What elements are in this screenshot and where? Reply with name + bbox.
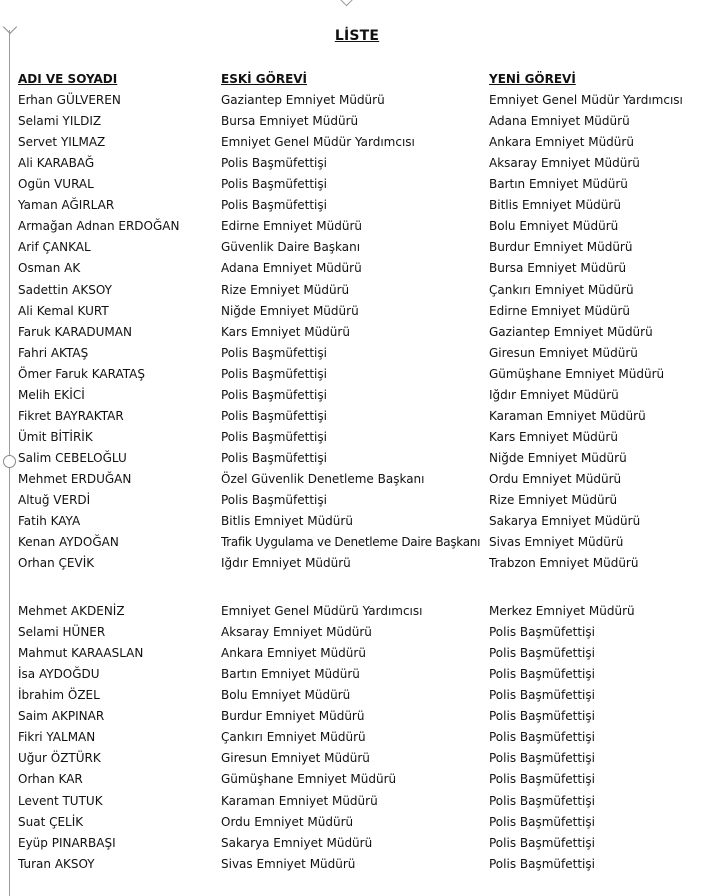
table-row [0, 427, 714, 447]
old-position: Polis Başmüfettişi [221, 450, 327, 465]
table-row [0, 706, 714, 726]
new-position: Sakarya Emniyet Müdürü [489, 514, 641, 528]
table-row [0, 385, 714, 405]
person-name: Turan AKSOY [18, 856, 95, 871]
table-row [0, 364, 714, 384]
old-position: Polis Başmüfettişi [221, 408, 327, 423]
new-position: Polis Başmüfettişi [489, 814, 595, 829]
new-position: Ordu Emniyet Müdürü [489, 471, 622, 486]
table-row [0, 469, 714, 489]
new-position: Sivas Emniyet Müdürü [489, 535, 624, 549]
old-position: Trafik Uygulama ve Denetleme Daire Başkanı [221, 535, 481, 549]
person-name: Mahmut KARAASLAN [18, 646, 144, 661]
table-row [0, 553, 714, 573]
table-row [0, 153, 714, 173]
person-name: Yaman AĞIRLAR [18, 198, 115, 213]
old-position: Polis Başmüfettişi [221, 366, 327, 381]
person-name: Altuğ VERDİ [18, 492, 91, 507]
table-row [0, 280, 714, 300]
old-position: Ordu Emniyet Müdürü [221, 814, 354, 829]
old-position: Polis Başmüfettişi [221, 345, 327, 360]
old-position: Iğdır Emniyet Müdürü [221, 556, 351, 571]
old-position: Ankara Emniyet Müdürü [221, 646, 366, 661]
person-name: Fikret BAYRAKTAR [18, 408, 124, 423]
new-position: Polis Başmüfettişi [489, 688, 595, 703]
new-position: Polis Başmüfettişi [489, 793, 595, 808]
new-position: Kars Emniyet Müdürü [489, 429, 618, 444]
old-position: Bartın Emniyet Müdürü [221, 667, 360, 682]
person-name: Salim CEBELOĞLU [18, 450, 127, 465]
person-name: Kenan AYDOĞAN [18, 535, 119, 549]
table-row [0, 90, 714, 110]
header-old-position: ESKİ GÖREVİ [221, 72, 308, 86]
old-position: Bitlis Emniyet Müdürü [221, 514, 353, 528]
old-position: Aksaray Emniyet Müdürü [221, 625, 372, 639]
new-position: Adana Emniyet Müdürü [489, 114, 630, 128]
table-row [0, 511, 714, 531]
old-position: Sivas Emniyet Müdürü [221, 856, 356, 871]
new-position: Giresun Emniyet Müdürü [489, 345, 638, 360]
old-position: Polis Başmüfettişi [221, 429, 327, 444]
new-position: Niğde Emniyet Müdürü [489, 450, 627, 465]
header-new-position: YENİ GÖREVİ [489, 72, 576, 86]
old-position: Güvenlik Daire Başkanı [221, 240, 361, 255]
document-title: LİSTE [334, 28, 380, 44]
old-position: Giresun Emniyet Müdürü [221, 751, 370, 766]
table-row [0, 622, 714, 642]
new-position: Bursa Emniyet Müdürü [489, 261, 627, 276]
old-position: Gaziantep Emniyet Müdürü [221, 93, 385, 107]
table-row [0, 343, 714, 363]
person-name: Selami HÜNER [18, 625, 106, 639]
table-row [0, 685, 714, 705]
new-position: Polis Başmüfettişi [489, 835, 595, 850]
person-name: Ogün VURAL [18, 177, 94, 192]
old-position: Adana Emniyet Müdürü [221, 261, 362, 276]
new-position: Bolu Emniyet Müdürü [489, 219, 619, 234]
old-position: Bolu Emniyet Müdürü [221, 688, 351, 703]
table-row [0, 791, 714, 811]
table-row [0, 258, 714, 278]
person-name: Erhan GÜLVEREN [18, 93, 121, 107]
old-position: Polis Başmüfettişi [221, 492, 327, 507]
person-name: Orhan ÇEVİK [18, 556, 95, 571]
old-position: Bursa Emniyet Müdürü [221, 114, 359, 128]
table-row [0, 833, 714, 853]
old-position: Polis Başmüfettişi [221, 387, 327, 402]
old-position: Burdur Emniyet Müdürü [221, 709, 365, 724]
table-header [0, 69, 714, 89]
old-position: Niğde Emniyet Müdürü [221, 303, 359, 318]
table-row [0, 237, 714, 257]
table-row [0, 748, 714, 768]
old-position: Polis Başmüfettişi [221, 177, 327, 192]
table-row [0, 448, 714, 468]
fold-mark-icon [339, 0, 355, 14]
table-row [0, 727, 714, 747]
old-position: Edirne Emniyet Müdürü [221, 219, 362, 234]
person-name: Eyüp PINARBAŞI [18, 835, 116, 850]
new-position: Gaziantep Emniyet Müdürü [489, 324, 653, 339]
person-name: Suat ÇELİK [18, 814, 84, 829]
table-row [0, 532, 714, 552]
person-name: Ali Kemal KURT [18, 303, 109, 318]
new-position: Trabzon Emniyet Müdürü [489, 556, 639, 571]
table-row [0, 322, 714, 342]
old-position: Emniyet Genel Müdürü Yardımcısı [221, 604, 423, 618]
table-row [0, 769, 714, 789]
old-position: Çankırı Emniyet Müdürü [221, 730, 366, 745]
person-name: Uğur ÖZTÜRK [18, 751, 101, 766]
person-name: Fahri AKTAŞ [18, 345, 89, 360]
person-name: Ümit BİTİRİK [18, 429, 93, 444]
person-name: Mehmet AKDENİZ [18, 604, 125, 618]
new-position: Polis Başmüfettişi [489, 709, 595, 724]
new-position: Burdur Emniyet Müdürü [489, 240, 633, 255]
person-name: Melih EKİCİ [18, 387, 85, 402]
new-position: Edirne Emniyet Müdürü [489, 303, 630, 318]
person-name: Osman AK [18, 261, 81, 276]
old-position: Karaman Emniyet Müdürü [221, 793, 378, 808]
new-position: Gümüşhane Emniyet Müdürü [489, 366, 665, 381]
person-name: Mehmet ERDUĞAN [18, 471, 132, 486]
person-name: Ali KARABAĞ [18, 156, 95, 171]
new-position: Merkez Emniyet Müdürü [489, 604, 635, 618]
person-name: Selami YILDIZ [18, 114, 102, 128]
table-row [0, 301, 714, 321]
old-position: Polis Başmüfettişi [221, 198, 327, 213]
new-position: Polis Başmüfettişi [489, 625, 595, 639]
old-position: Rize Emniyet Müdürü [221, 282, 350, 297]
table-row [0, 174, 714, 194]
new-position: Çankırı Emniyet Müdürü [489, 282, 634, 297]
table-row [0, 490, 714, 510]
old-position: Polis Başmüfettişi [221, 156, 327, 171]
person-name: Fatih KAYA [18, 514, 81, 528]
table-row [0, 406, 714, 426]
new-position: Polis Başmüfettişi [489, 751, 595, 766]
new-position: Polis Başmüfettişi [489, 730, 595, 745]
old-position: Gümüşhane Emniyet Müdürü [221, 772, 397, 787]
person-name: Arif ÇANKAL [18, 240, 91, 255]
person-name: Fikri YALMAN [18, 730, 96, 745]
old-position: Özel Güvenlik Denetleme Başkanı [221, 471, 425, 486]
person-name: İsa AYDOĞDU [18, 667, 100, 682]
person-name: Orhan KAR [18, 772, 83, 787]
new-position: Polis Başmüfettişi [489, 856, 595, 871]
table-row [0, 643, 714, 663]
new-position: Aksaray Emniyet Müdürü [489, 156, 640, 171]
person-name: Ömer Faruk KARATAŞ [18, 366, 145, 381]
new-position: Polis Başmüfettişi [489, 772, 595, 787]
header-name: ADI VE SOYADI [18, 72, 118, 86]
table-row [0, 854, 714, 874]
old-position: Emniyet Genel Müdür Yardımcısı [221, 135, 415, 150]
new-position: Bitlis Emniyet Müdürü [489, 198, 621, 213]
table-row [0, 132, 714, 152]
old-position: Kars Emniyet Müdürü [221, 324, 350, 339]
table-row [0, 111, 714, 131]
person-name: Saim AKPINAR [18, 709, 105, 724]
new-position: Iğdır Emniyet Müdürü [489, 387, 619, 402]
new-position: Bartın Emniyet Müdürü [489, 177, 628, 192]
person-name: Sadettin AKSOY [18, 282, 112, 297]
person-name: İbrahim ÖZEL [18, 688, 100, 703]
person-name: Faruk KARADUMAN [18, 324, 132, 339]
table-row [0, 601, 714, 621]
table-row [0, 664, 714, 684]
new-position: Rize Emniyet Müdürü [489, 492, 618, 507]
person-name: Armağan Adnan ERDOĞAN [18, 219, 180, 234]
person-name: Servet YILMAZ [18, 135, 106, 150]
new-position: Ankara Emniyet Müdürü [489, 135, 634, 150]
new-position: Polis Başmüfettişi [489, 646, 595, 661]
new-position: Emniyet Genel Müdür Yardımcısı [489, 93, 683, 107]
table-row [0, 195, 714, 215]
table-row [0, 812, 714, 832]
person-name: Levent TUTUK [18, 793, 103, 808]
new-position: Karaman Emniyet Müdürü [489, 408, 646, 423]
old-position: Sakarya Emniyet Müdürü [221, 835, 373, 850]
table-row [0, 216, 714, 236]
new-position: Polis Başmüfettişi [489, 667, 595, 682]
